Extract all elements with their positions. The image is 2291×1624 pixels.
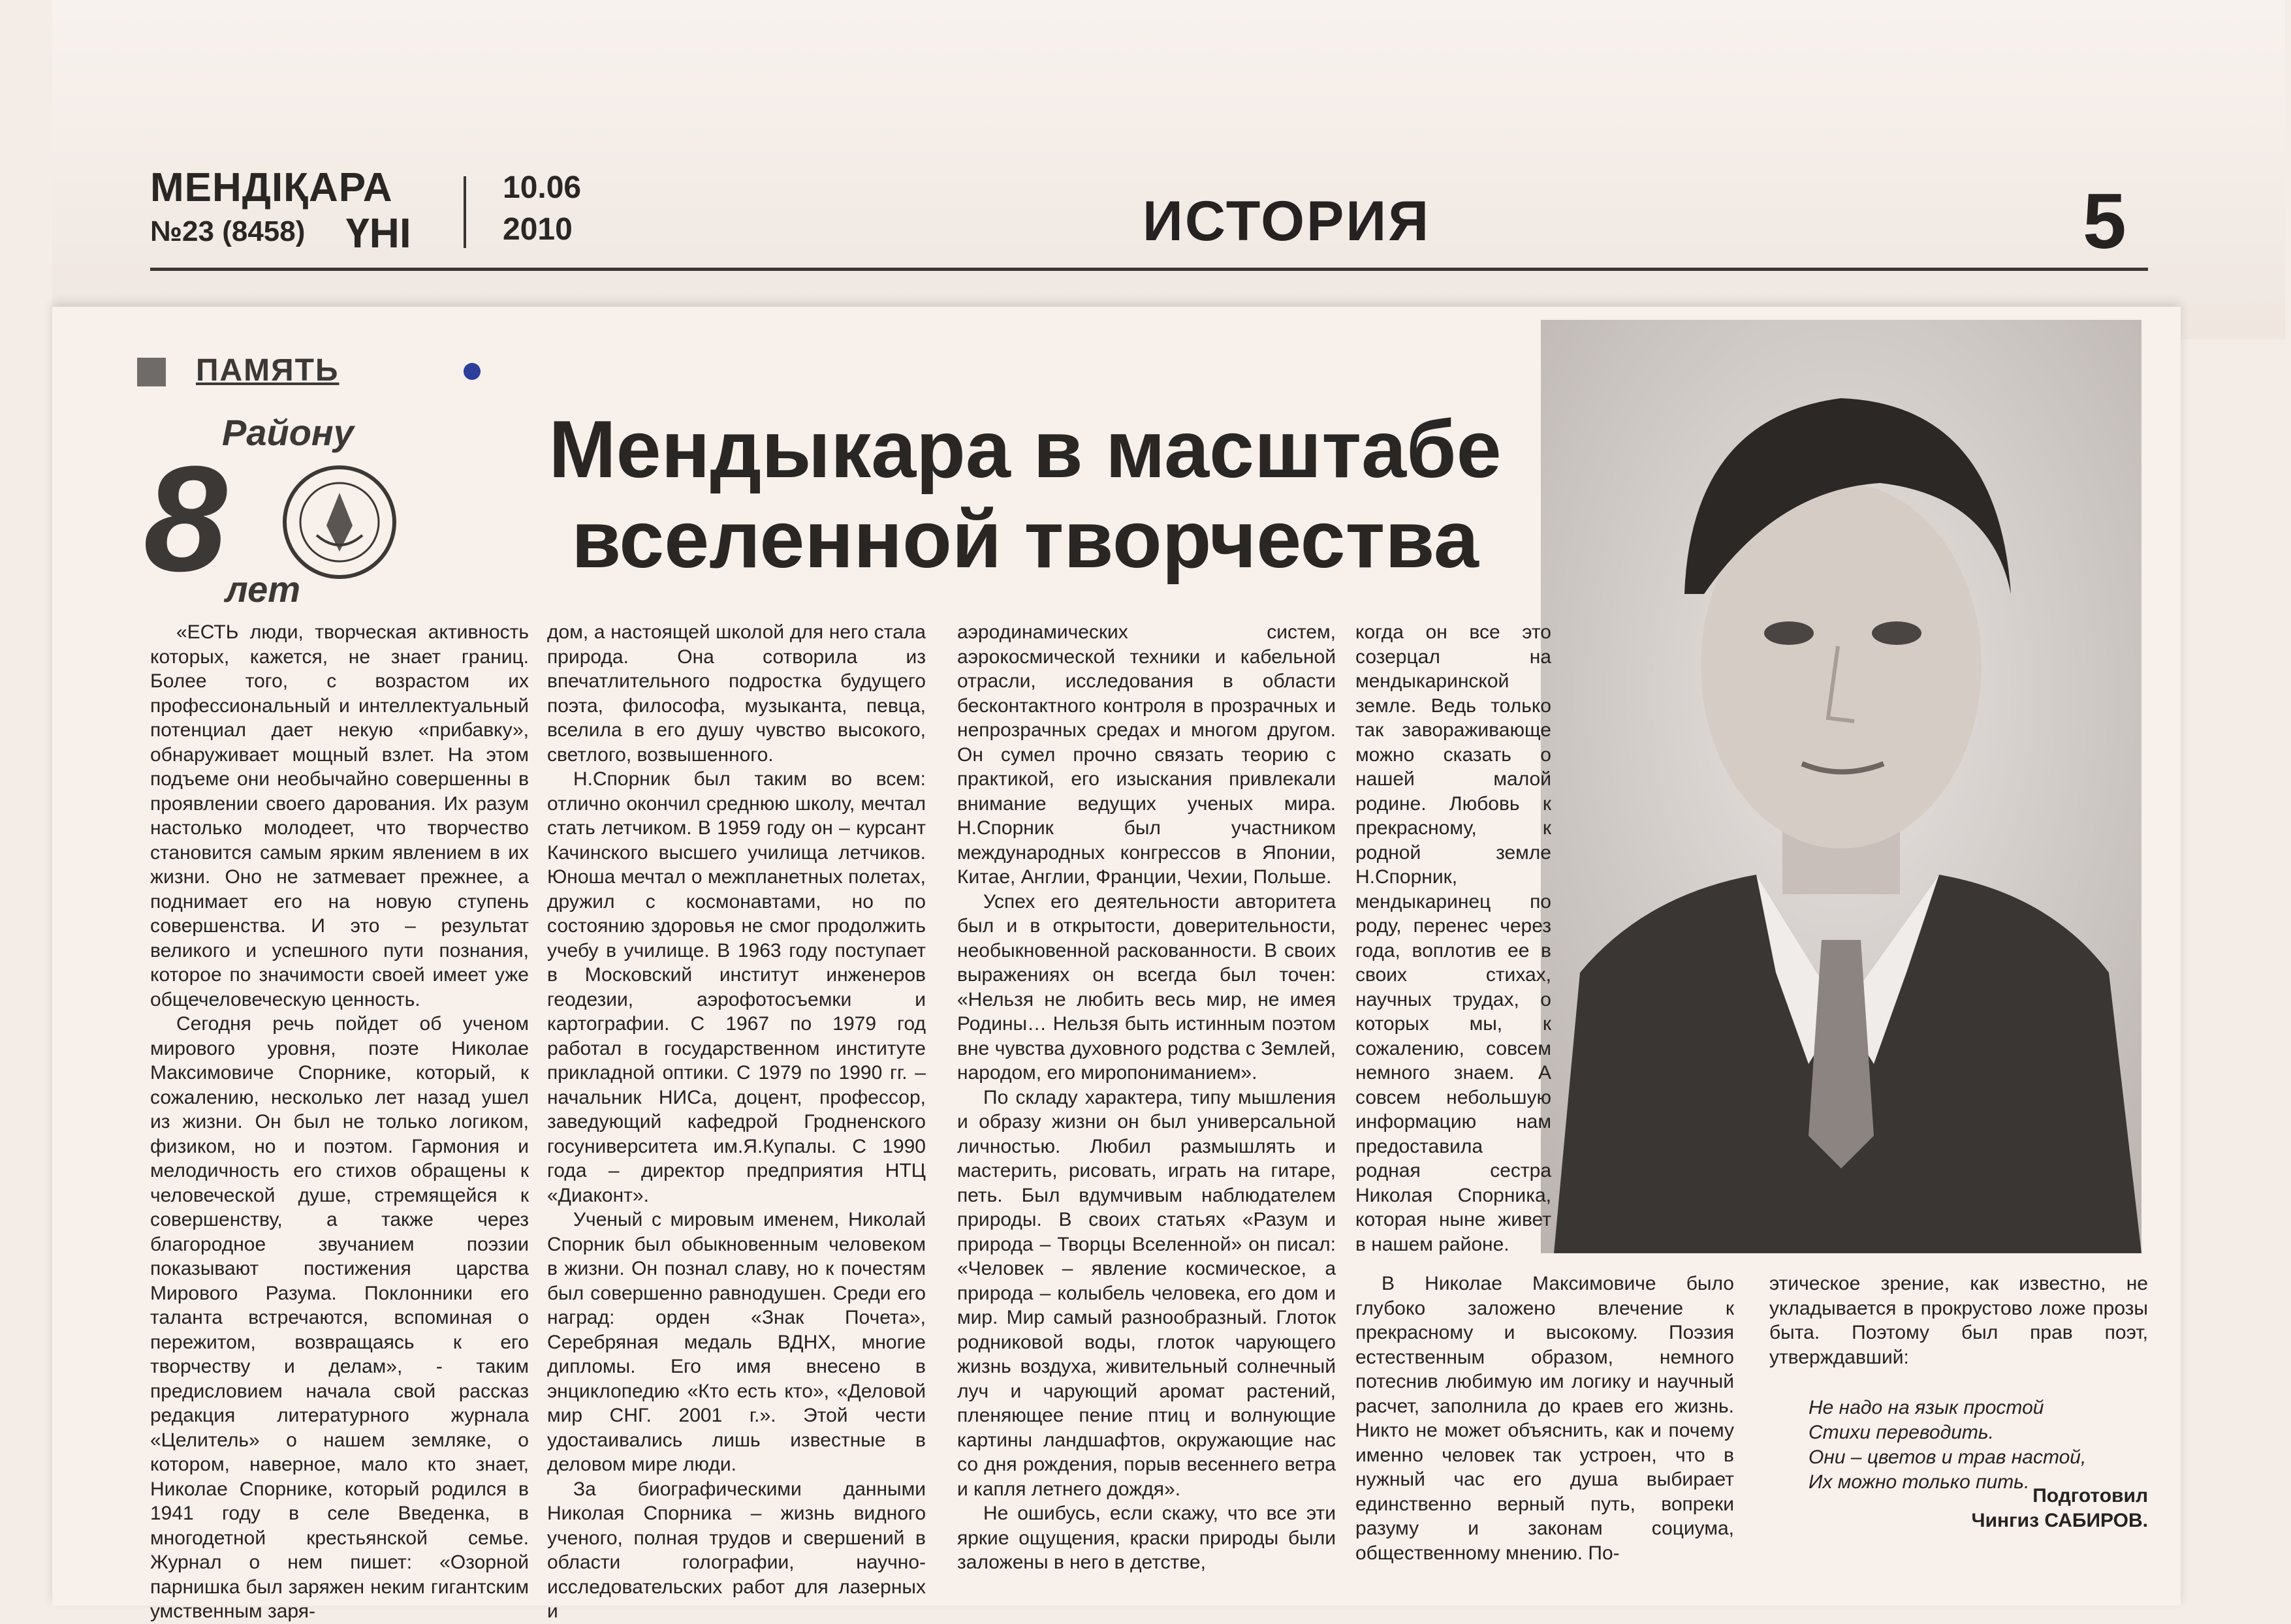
paragraph: Не ошибусь, если скажу, что все эти яркие ощущения, краски природы были заложены в него в детстве, xyxy=(957,1503,1336,1573)
page-number: 5 xyxy=(2083,178,2126,265)
section-title: ИСТОРИЯ xyxy=(1143,190,1431,253)
issue-number: №23 (8458) xyxy=(150,215,306,247)
paragraph: Успех его деятельности авторитета был и в открытости, доверительности, необыкновенной раскованности. В своих выражениях он всегда был точен: «Нельзя не любить весь мир, не имея Родины… Нельзя быть истинным поэтом вне чувства духовного родства с Землей, народом, его миропониманием». xyxy=(957,890,1336,1084)
paragraph: «ЕСТЬ люди, творческая активность которых, кажется, не знает границ. Более того, с возрастом их профессиональный и интеллектуальный потенциал дает некую «прибавку», обнаруживает мощный взлет. На этом подъеме они необычайно совершенны в проявлении своего дарования. Их разум настолько молодеет, что творчество становится самым ярким явлением в их жизни. Оно не затмевает прежнее, а поднимает его на новую ступень совершенства. И это – результат великого и успешного пути познания, которое по значимости своей имеет уже общечеловеческую ценность. xyxy=(150,621,529,1010)
anniversary-badge xyxy=(144,411,418,620)
headline-line-2: вселенной творчества xyxy=(571,495,1479,585)
poem-line: Они – цветов и трав настой, xyxy=(1809,1446,2087,1468)
poem-line: Не надо на язык простой xyxy=(1809,1397,2044,1418)
paragraph: когда он все это созерцал на мендыкаринской земле. Ведь только так завораживающе можно сказать о нашей малой родине. Любовь к прекрасному, к родной земле Н.Спорник, мендыкаринец по роду, перенес через года, воплотив ее в своих стихах, научных трудах, о которых мы, к сожалению, совсем немного знаем. А совсем небольшую информацию нам предоставила родная сестра Николая Спорника, которая ныне живет в нашем районе. xyxy=(1355,621,1551,1255)
paragraph: аэродинамических систем, аэрокосмической техники и кабельной отрасли, исследования в области бесконтактного контроля в прозрачных и непрозрачных средах и многом другом. Он сумел прочно связать теорию с практикой, его изыскания привлекали внимание ведущих ученых мира. Н.Спорник был участником международных конгрессов в Японии, Китае, Англии, Франции, Чехии, Польше. xyxy=(957,621,1336,888)
article-column-4 xyxy=(1355,620,1551,1273)
anniversary-number: 8 xyxy=(144,435,227,602)
ink-dot xyxy=(464,363,481,380)
paragraph: Сегодня речь пойдет об ученом мирового уровня, поэте Николае Максимовиче Спорнике, который, к сожалению, несколько лет назад ушел из жизни. Он был не только логиком, физиком, но и поэтом. Гармония и мелодичность его стихов обращены к человеческой душе, стремящейся к совершенству, а также через благородное звучанием поэзии показывают постижения царства Мирового Разума. Поклонники его таланта встречаются, вспоминая о пережитом, возвращаясь к его творчеству и делам», - таким предисловием начала свой рассказ редакция литературного журнала «Целитель» о нашем земляке, о котором, наверное, мало кто знает, Николае Спорнике, который родился в 1941 году в селе Введенка, в многодетной крестьянской семье. Журнал о нем пишет: «Озорной парнишка был заряжен неким гигантским умственным заря- xyxy=(150,1013,529,1622)
credit-label: Подготовил xyxy=(2032,1485,2148,1507)
anniversary-text-bottom: лет xyxy=(225,569,301,610)
paragraph: этическое зрение, как известно, не укладывается в прокрустово ложе прозы быта. Поэтому был прав поэт, утверждавший: xyxy=(1769,1273,2148,1368)
poem-line: Стихи переводить. xyxy=(1809,1422,1994,1443)
issue-date-year: 2010 xyxy=(503,212,573,247)
newspaper-name-part2: ҮНІ xyxy=(346,210,411,257)
paragraph: По складу характера, типу мышления и образу жизни он был универсальной личностью. Любил размышлять и мастерить, рисовать, играть на гитаре, петь. Был вдумчивым наблюдателем природы. В своих статьях «Разум и природа – Творцы Вселенной» он писал: «Человек – явление космическое, а природа – колыбель человека, его дом и мир. Мир самый разнообразный. Глоток родниковой воды, глоток чарующего жизнь воздуха, живительный солнечный луч и чарующий аромат растений, пленяющее пение птиц и волнующие картины ландшафтов, окружающие нас со дня рождения, порыв весеннего ветра и капля летнего дождя». xyxy=(957,1086,1336,1500)
article-column-5 xyxy=(1355,1272,1734,1598)
poem-quote xyxy=(1809,1396,2148,1495)
district-emblem-icon xyxy=(281,463,398,581)
rubric-square-icon xyxy=(137,358,166,386)
paragraph: Н.Спорник был таким во всем: отлично окончил среднюю школу, мечтал стать летчиком. В 1959 году он – курсант Качинского высшего училища летчиков. Юноша мечтал о межпланетных полетах, дружил с космонавтами, но по состоянию здоровья не смог продолжить учебу в училище. В 1963 году поступает в Московский институт инженеров геодезии, аэрофотосъемки и картографии. С 1967 по 1979 год работал в государственном институте прикладной оптики. С 1979 по 1990 гг. – начальник НИСа, доцент, профессор, заведующий кафедрой Гродненского госуниверситета им.Я.Купалы. С 1990 года – директор предприятия НТЦ «Диаконт». xyxy=(547,768,926,1206)
credit-author: Чингиз САБИРОВ. xyxy=(1971,1510,2148,1531)
newspaper-name: МЕНДІҚАРА xyxy=(150,165,393,210)
paragraph: В Николае Максимовиче было глубоко заложено влечение к прекрасному и высокому. Поэзия естественным образом, немного потеснив любимую им логику и научный расчет, заполнила до краев его жизнь. Никто не может объяснить, как и почему именно человек так устроен, что в нужный час его душа выбирает единственно верный путь, вопреки разуму и законам социума, общественному мнению. По- xyxy=(1355,1273,1734,1564)
article-headline xyxy=(405,405,1645,585)
rubric-label: ПАМЯТЬ xyxy=(196,353,340,388)
article-column-3 xyxy=(957,620,1336,1599)
newspaper-header xyxy=(150,157,2148,271)
author-credit xyxy=(1972,1484,2148,1533)
header-divider xyxy=(464,176,466,248)
issue-date-day: 10.06 xyxy=(503,170,582,205)
article-column-2 xyxy=(547,620,926,1622)
anniversary-text-top: Району xyxy=(222,412,354,453)
paragraph: За биографическими данными Николая Спорника – жизнь видного ученого, полная трудов и свершений в области голографии, научно-исследовательских работ для лазерных и xyxy=(547,1478,926,1622)
headline-line-1: Мендыкара в масштабе xyxy=(548,405,1502,495)
article-column-1 xyxy=(150,620,529,1622)
portrait-photo xyxy=(1541,320,2141,1253)
article-column-6 xyxy=(1769,1272,2148,1598)
article-clipping xyxy=(52,307,2181,1622)
paragraph: дом, а настоящей школой для него стала природа. Она сотворила из впечатлительного подростка будущего поэта, философа, музыканта, певца, вселила в его душу чувство высокого, светлого, возвышенного. xyxy=(547,621,926,766)
paragraph: Ученый с мировым именем, Николай Спорник был обыкновенным человеком в жизни. Он познал славу, но к почестям был совершенно равнодушен. Среди его наград: орден «Знак Почета», Серебряная медаль ВДНХ, многие дипломы. Его имя внесено в энциклопедию «Кто есть кто», «Деловой мир СНГ. 2001 г.». Этой чести удостаивались лишь известные в деловом мире люди. xyxy=(547,1209,926,1475)
poem-line: Их можно только пить. xyxy=(1809,1471,2030,1493)
